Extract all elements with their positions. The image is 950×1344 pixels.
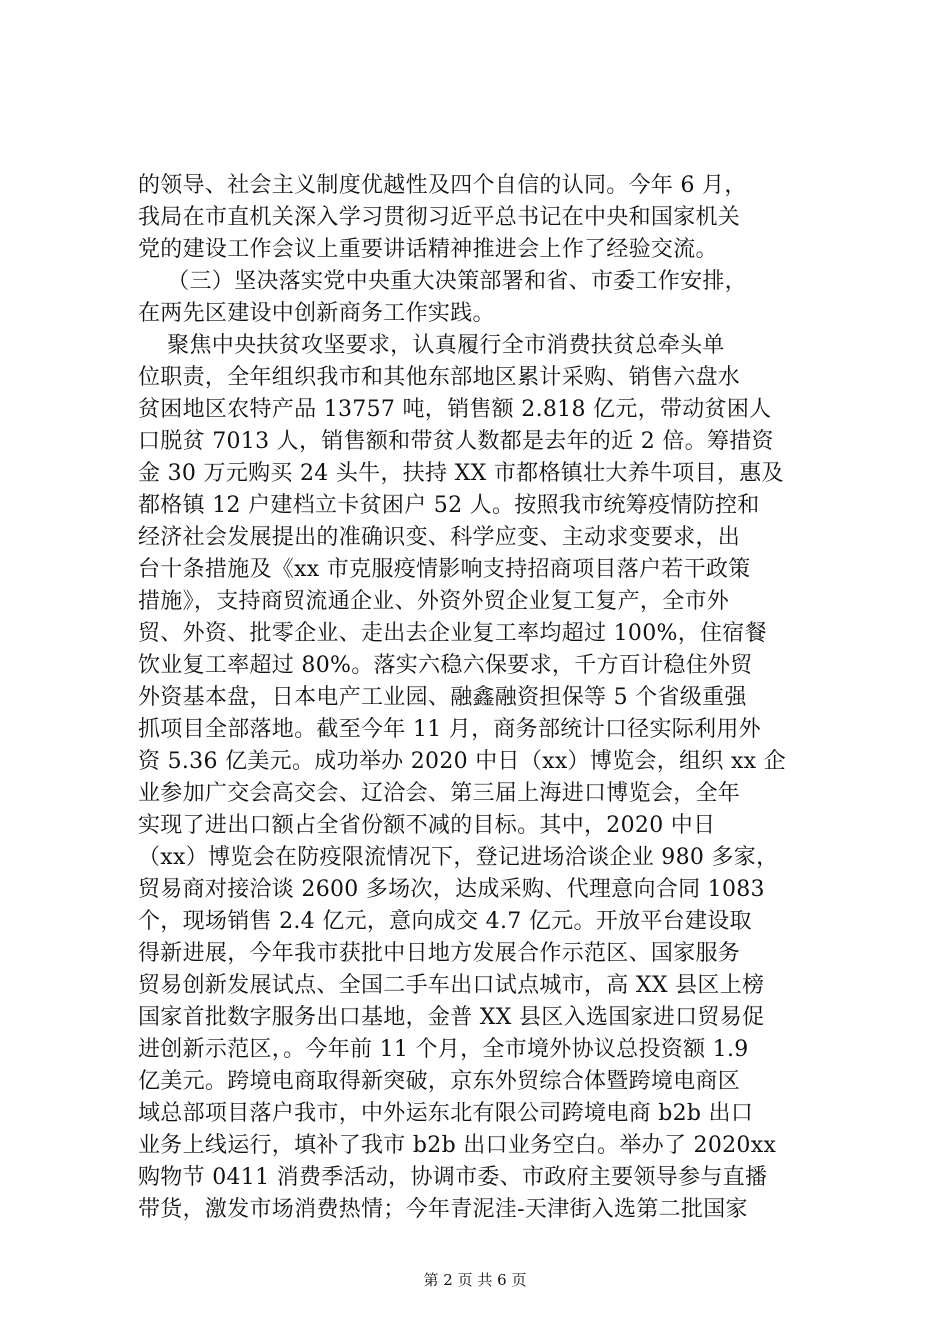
text-line-6: 聚焦中央扶贫攻坚要求，认真履行全市消费扶贫总牵头单 [138,333,725,358]
text-line-29: 亿美元。跨境电商取得新突破，京东外贸综合体暨跨境电商区 [138,1069,741,1094]
text-line-11: 都格镇 12 户建档立卡贫困户 52 人。按照我市统筹疫情防控和 [138,493,760,518]
text-line-27: 国家首批数字服务出口基地，金普 XX 县区入选国家进口贸易促 [138,1005,765,1030]
text-line-16: 饮业复工率超过 80%。落实六稳六保要求，千方百计稳住外贸 [138,653,753,678]
text-line-8: 贫困地区农特产品 13757 吨，销售额 2.818 亿元，带动贫困人 [138,397,772,422]
text-line-10: 金 30 万元购买 24 头牛，扶持 XX 市都格镇壮大养牛项目，惠及 [138,461,784,486]
text-line-28: 进创新示范区，。今年前 11 个月，全市境外协议总投资额 1.9 [138,1037,749,1062]
text-line-19: 资 5.36 亿美元。成功举办 2020 中日（xx）博览会，组织 xx 企 [138,749,786,774]
text-line-32: 购物节 0411 消费季活动，协调市委、市政府主要领导参与直播 [138,1165,768,1190]
text-line-1: 的领导、社会主义制度优越性及四个自信的认同。今年 6 月， [138,173,747,198]
text-line-17: 外资基本盘，日本电产工业园、融鑫融资担保等 5 个省级重强 [138,685,747,710]
section-heading-line-1: （三）坚决落实党中央重大决策部署和省、市委工作安排， [138,269,747,294]
page-number-footer: 第 2 页 共 6 页 [423,1271,527,1289]
text-line-2: 我局在市直机关深入学习贯彻习近平总书记在中央和国家机关 [138,205,741,230]
text-line-24: 个，现场销售 2.4 亿元，意向成交 4.7 亿元。开放平台建设取 [138,909,752,934]
text-line-13: 台十条措施及《xx 市克服疫情影响支持招商项目落户若干政策 [138,557,751,582]
text-line-26: 贸易创新发展试点、全国二手车出口试点城市，高 XX 县区上榜 [138,973,765,998]
text-line-23: 贸易商对接洽谈 2600 多场次，达成采购、代理意向合同 1083 [138,877,765,902]
text-line-9: 口脱贫 7013 人，销售额和带贫人数都是去年的近 2 倍。筹措资 [138,429,774,454]
text-line-25: 得新进展，今年我市获批中日地方发展合作示范区、国家服务 [138,941,741,966]
text-line-12: 经济社会发展提出的准确识变、科学应变、主动求变要求，出 [138,525,741,550]
text-line-18: 抓项目全部落地。截至今年 11 月，商务部统计口径实际利用外 [138,717,761,742]
text-line-31: 业务上线运行，填补了我市 b2b 出口业务空白。举办了 2020xx [138,1133,777,1158]
text-line-14: 措施》，支持商贸流通企业、外资外贸企业复工复产，全市外 [138,589,730,614]
text-line-30: 域总部项目落户我市，中外运东北有限公司跨境电商 b2b 出口 [138,1101,754,1126]
text-line-7: 位职责，全年组织我市和其他东部地区累计采购、销售六盘水 [138,365,741,390]
text-line-21: 实现了进出口额占全省份额不减的目标。其中，2020 中日 [138,813,716,838]
section-heading-line-2: 在两先区建设中创新商务工作实践。 [138,301,495,326]
text-line-15: 贸、外资、批零企业、走出去企业复工率均超过 100%，住宿餐 [138,621,767,646]
text-line-20: 业参加广交会高交会、辽洽会、第三届上海进口博览会，全年 [138,781,741,806]
text-line-33: 带货，激发市场消费热情；今年青泥洼-天津街入选第二批国家 [138,1197,748,1222]
text-line-22: （xx）博览会在防疫限流情况下，登记进场洽谈企业 980 多家， [138,845,779,870]
body-text [138,170,828,1226]
text-line-3: 党的建设工作会议上重要讲话精神推进会上作了经验交流。 [138,237,718,262]
